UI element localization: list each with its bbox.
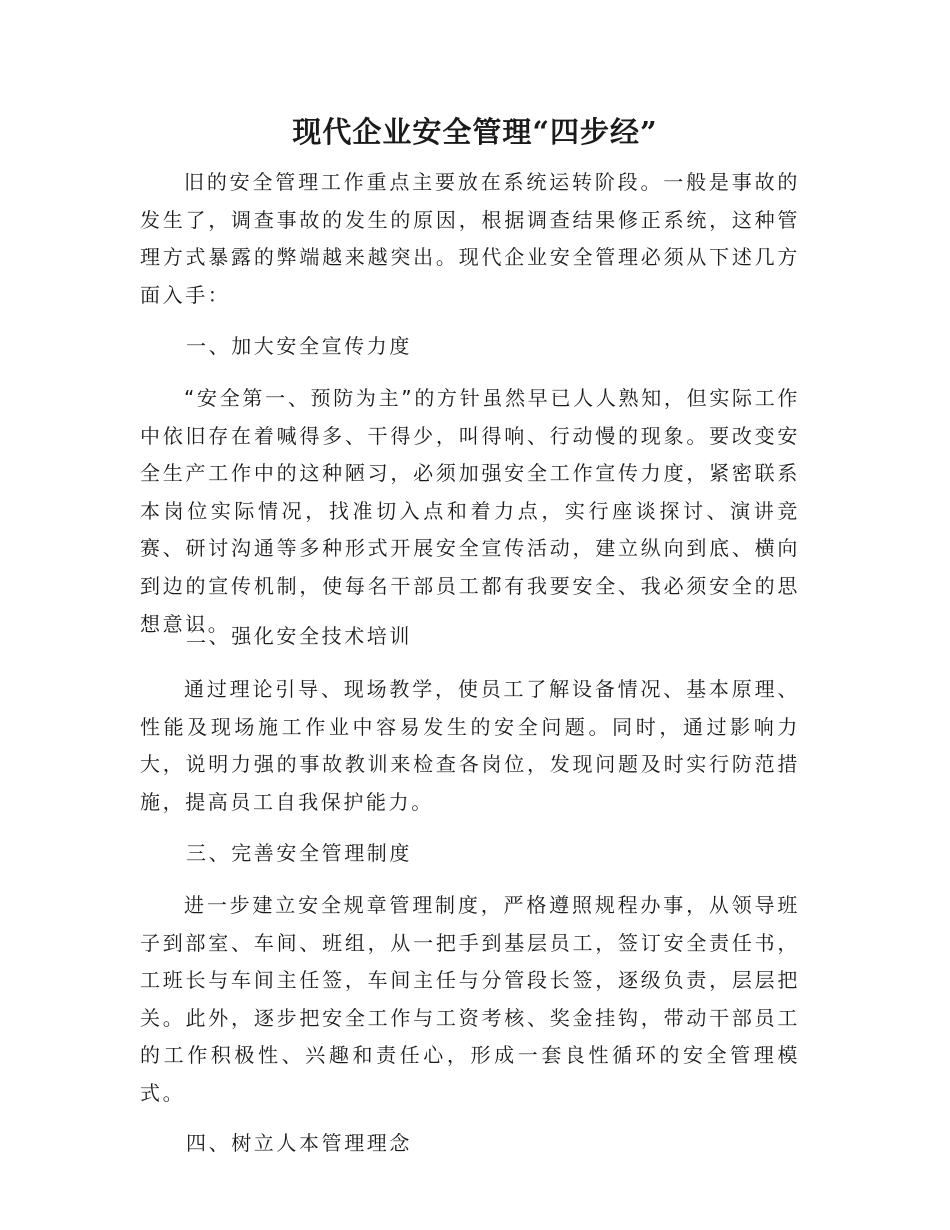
section-body-3: 进一步建立安全规章管理制度，严格遵照规程办事，从领导班子到部室、车间、班组，从一把手到基层员工，签订安全责任书，工班长与车间主任签，车间主任与分管段长签，逐级负责，层层把关。此外，逐步把安全工作与工资考核、奖金挂钩，带动干部员工的工作积极性、兴趣和责任心，形成一套良性循环的安全管理模式。 — [140, 893, 800, 1105]
section-heading-1: 一、加大安全宣传力度 — [186, 334, 412, 358]
section-heading-3: 三、完善安全管理制度 — [186, 841, 412, 865]
section-heading-4: 四、树立人本管理理念 — [186, 1131, 412, 1155]
section-body-2: 通过理论引导、现场教学，使员工了解设备情况、基本原理、性能及现场施工作业中容易发生的安全问题。同时，通过影响力大，说明力强的事故教训来检查各岗位，发现问题及时实行防范措施，提高员工自我保护能力。 — [140, 677, 800, 814]
section-heading-2: 二、强化安全技术培训 — [186, 624, 412, 648]
document-title: 现代企业安全管理“四步经” — [292, 115, 658, 149]
section-body-1: “安全第一、预防为主”的方针虽然早已人人熟知，但实际工作中依旧存在着喊得多、干得少，叫得响、行动慢的现象。要改变安全生产工作中的这种陋习，必须加强安全工作宣传力度，紧密联系本岗位实际情况，找准切入点和着力点，实行座谈探讨、演讲竞赛、研讨沟通等多种形式开展安全宣传活动，建立纵向到底、横向到边的宣传机制，使每名干部员工都有我要安全、我必须安全的思想意识。 — [140, 386, 800, 636]
intro-paragraph: 旧的安全管理工作重点主要放在系统运转阶段。一般是事故的发生了，调查事故的发生的原因，根据调查结果修正系统，这种管理方式暴露的弊端越来越突出。现代企业安全管理必须从下述几方面入手： — [140, 170, 800, 307]
